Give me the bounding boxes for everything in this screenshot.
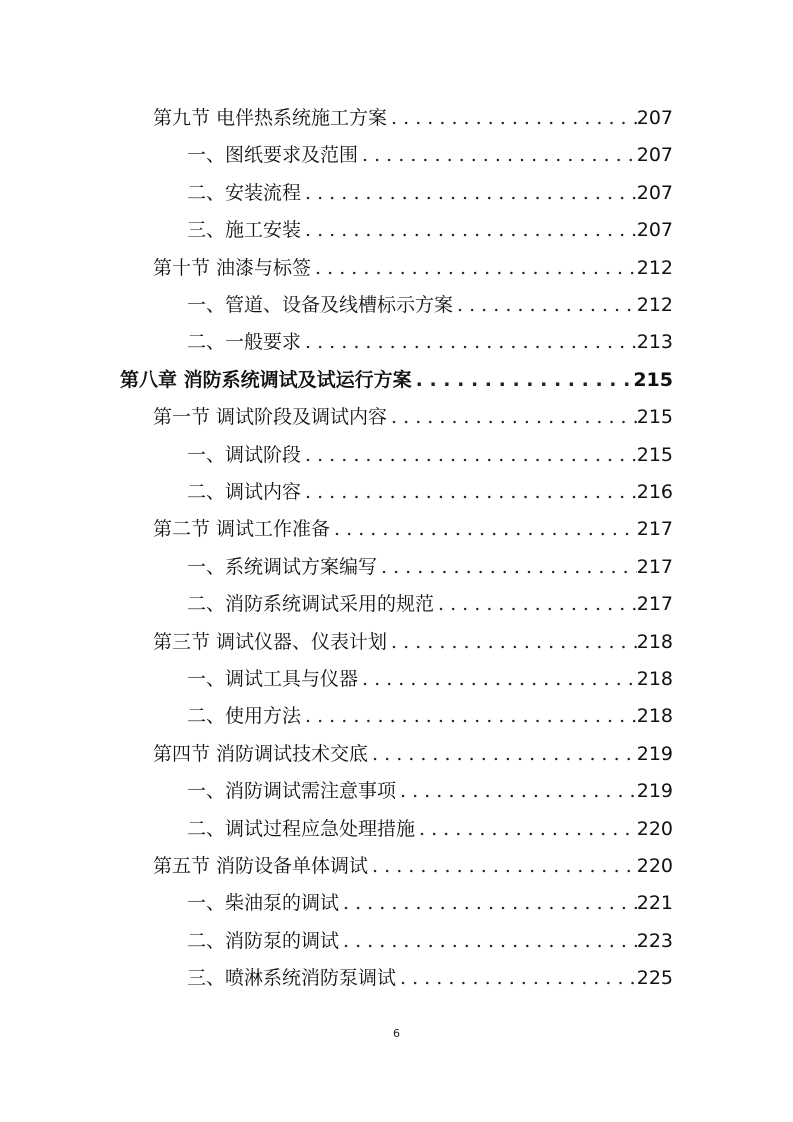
toc-entry-page-number: 221	[636, 892, 673, 915]
toc-entry-title: 第一节 调试阶段及调试内容	[153, 406, 388, 429]
toc-entry-page-number: 217	[636, 555, 673, 578]
toc-subsection-entry[interactable]	[187, 175, 673, 212]
toc-entry-page-number: 207	[636, 181, 673, 204]
toc-dot-leader	[400, 960, 637, 997]
toc-entry-page-number: 220	[636, 855, 673, 877]
toc-entry-page-number: 207	[636, 144, 673, 167]
toc-entry-page-number: 216	[636, 481, 673, 503]
toc-dot-leader	[343, 923, 637, 960]
toc-subsection-entry[interactable]	[187, 474, 673, 511]
toc-entry-title: 第三节 调试仪器、仪表计划	[153, 630, 388, 653]
toc-entry-title: 第四节 消防调试技术交底	[153, 742, 369, 765]
toc-dot-leader	[343, 885, 637, 922]
toc-entry-page-number: 215	[636, 406, 673, 429]
toc-subsection-entry[interactable]	[187, 212, 673, 249]
toc-section-entry[interactable]	[153, 736, 673, 773]
toc-section-entry[interactable]	[153, 624, 673, 661]
toc-entry-title: 三、喷淋系统消防泵调试	[187, 967, 397, 990]
toc-entry-title: 第九节 电伴热系统施工方案	[153, 107, 388, 129]
toc-dot-leader	[438, 586, 637, 623]
toc-entry-page-number: 212	[636, 294, 673, 316]
toc-entry-page-number: 218	[636, 668, 673, 690]
toc-dot-leader	[362, 661, 637, 698]
toc-dot-leader	[305, 175, 637, 212]
toc-entry-title: 第十节 油漆与标签	[153, 256, 312, 279]
toc-dot-leader	[362, 137, 637, 174]
toc-entry-title: 第二节 调试工作准备	[153, 518, 331, 541]
toc-entry-title: 一、调试阶段	[187, 443, 302, 466]
toc-entry-title: 一、图纸要求及范围	[187, 144, 359, 167]
toc-subsection-entry[interactable]	[187, 960, 673, 997]
toc-entry-page-number: 207	[636, 107, 673, 129]
toc-entry-page-number: 212	[636, 256, 673, 279]
toc-section-entry[interactable]	[153, 399, 673, 436]
toc-entry-title: 一、系统调试方案编写	[187, 555, 378, 578]
toc-entry-title: 二、消防泵的调试	[187, 929, 340, 952]
toc-entry-title: 一、管道、设备及线槽标示方案	[187, 294, 454, 316]
toc-dot-leader	[416, 362, 634, 399]
toc-dot-leader	[305, 474, 637, 511]
toc-subsection-entry[interactable]	[187, 586, 673, 623]
toc-subsection-entry[interactable]	[187, 437, 673, 474]
toc-dot-leader	[315, 250, 637, 287]
toc-dot-leader	[400, 773, 637, 810]
toc-entry-page-number: 215	[636, 443, 673, 466]
toc-entry-page-number: 220	[636, 817, 673, 840]
toc-dot-leader	[305, 437, 637, 474]
toc-entry-page-number: 225	[636, 967, 673, 990]
toc-section-entry[interactable]	[153, 100, 673, 137]
toc-entry-title: 二、一般要求	[187, 331, 302, 354]
toc-subsection-entry[interactable]	[187, 698, 673, 735]
toc-dot-leader	[305, 212, 637, 249]
toc-subsection-entry[interactable]	[187, 661, 673, 698]
toc-entry-title: 二、安装流程	[187, 181, 302, 204]
toc-subsection-entry[interactable]	[187, 885, 673, 922]
toc-entry-title: 一、消防调试需注意事项	[187, 780, 397, 803]
toc-dot-leader	[391, 100, 637, 137]
toc-entry-page-number: 213	[636, 331, 673, 354]
toc-entry-page-number: 218	[636, 705, 673, 728]
page-number: 6	[393, 1027, 400, 1040]
toc-dot-leader	[334, 511, 637, 548]
toc-entry-title: 二、调试过程应急处理措施	[187, 817, 416, 840]
toc-entry-page-number: 218	[636, 630, 673, 653]
toc-section-entry[interactable]	[153, 250, 673, 287]
toc-subsection-entry[interactable]	[187, 811, 673, 848]
toc-entry-title: 二、使用方法	[187, 705, 302, 728]
toc-subsection-entry[interactable]	[187, 287, 673, 324]
toc-dot-leader	[372, 736, 637, 773]
toc-dot-leader	[305, 324, 637, 361]
toc-entry-page-number: 219	[636, 780, 673, 803]
toc-subsection-entry[interactable]	[187, 324, 673, 361]
toc-entry-title: 第八章 消防系统调试及试运行方案	[120, 368, 412, 391]
toc-entry-page-number: 217	[636, 518, 673, 541]
toc-entry-title: 二、调试内容	[187, 481, 302, 503]
toc-section-entry[interactable]	[153, 848, 673, 885]
toc-dot-leader	[381, 549, 637, 586]
toc-subsection-entry[interactable]	[187, 773, 673, 810]
toc-dot-leader	[305, 698, 637, 735]
toc-subsection-entry[interactable]	[187, 923, 673, 960]
toc-dot-leader	[391, 399, 637, 436]
toc-entry-page-number: 207	[636, 219, 673, 242]
toc-dot-leader	[391, 624, 637, 661]
toc-subsection-entry[interactable]	[187, 549, 673, 586]
toc-chapter-entry[interactable]	[120, 362, 673, 399]
toc-entry-page-number: 215	[633, 368, 673, 391]
toc-entry-title: 二、消防系统调试采用的规范	[187, 593, 435, 616]
toc-dot-leader	[372, 848, 637, 885]
toc-entry-page-number: 223	[636, 929, 673, 952]
toc-entry-title: 三、施工安装	[187, 219, 302, 242]
toc-section-entry[interactable]	[153, 511, 673, 548]
toc-entry-title: 一、调试工具与仪器	[187, 668, 359, 690]
toc-entry-title: 一、柴油泵的调试	[187, 892, 340, 915]
toc-entry-page-number: 219	[636, 742, 673, 765]
toc-entry-page-number: 217	[636, 593, 673, 616]
toc-dot-leader	[419, 811, 637, 848]
toc-entry-title: 第五节 消防设备单体调试	[153, 855, 369, 877]
toc-dot-leader	[457, 287, 637, 324]
toc-subsection-entry[interactable]	[187, 137, 673, 174]
